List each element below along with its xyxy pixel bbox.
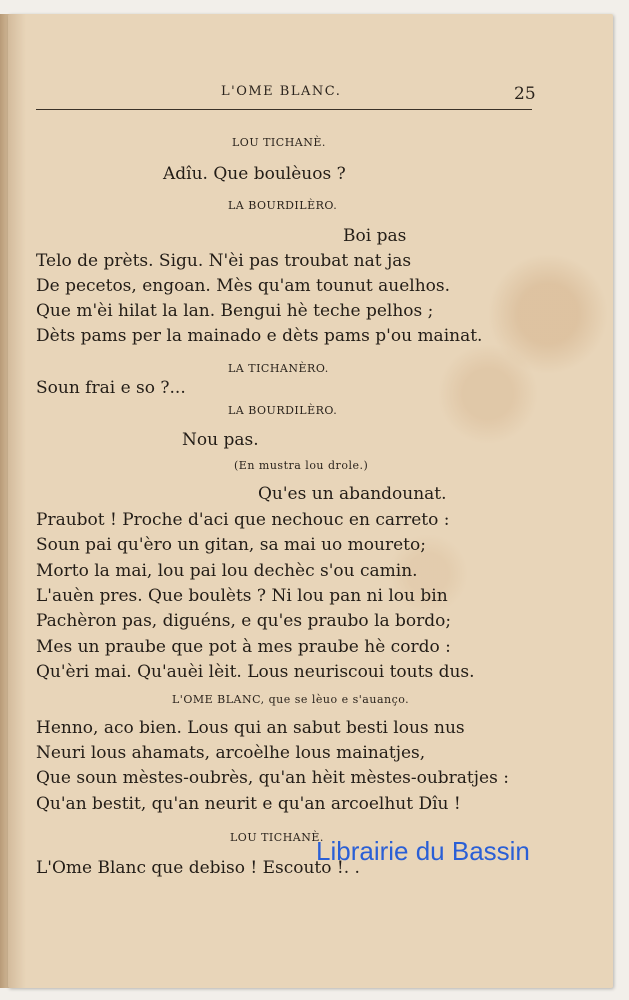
header-rule (36, 109, 532, 110)
speaker-label: LOU TICHANÈ. (232, 136, 326, 149)
verse-line: Que soun mèstes-oubrès, qu'an hèit mèstes-oubratjes : (36, 768, 509, 788)
verse-line: Telo de prèts. Sigu. N'èi pas troubat nat jas (36, 251, 412, 271)
verse-line: Morto la mai, lou pai lou dechèc s'ou camin. (36, 561, 418, 581)
verse-line: Adîu. Que boulèuos ? (163, 164, 346, 184)
speaker-label: L'OME BLANC, que se lèuo e s'auanço. (172, 693, 410, 706)
speaker-label: LA TICHANÈRO. (228, 362, 329, 375)
verse-line: Soun frai e so ?... (36, 378, 186, 398)
verse-line: Nou pas. (182, 430, 259, 450)
verse-line: Qu'es un abandounat. (258, 484, 447, 504)
speaker-label: LOU TICHANÈ. (230, 831, 324, 844)
verse-line: L'Ome Blanc que debiso ! Escouto !. . (36, 858, 360, 878)
verse-line: Henno, aco bien. Lous qui an sabut besti lous nus (36, 718, 465, 738)
running-title: L'OME BLANC. (221, 84, 342, 99)
verse-line: De pecetos, engoan. Mès qu'am tounut auelhos. (36, 276, 451, 296)
verse-line: Boi pas (343, 226, 407, 246)
watermark: Librairie du Bassin (316, 836, 530, 866)
verse-line: Neuri lous ahamats, arcoèlhe lous mainatjes, (36, 743, 426, 763)
verse-line: Qu'èri mai. Qu'auèi lèit. Lous neuriscoui touts dus. (36, 662, 475, 682)
verse-line: Praubot ! Proche d'aci que nechouc en carreto : (36, 510, 450, 530)
page-number: 25 (514, 84, 536, 104)
verse-line: Pachèron pas, diguéns, e qu'es praubo la bordo; (36, 611, 452, 631)
verse-line: Soun pai qu'èro un gitan, sa mai uo moureto; (36, 535, 426, 555)
speaker-label: LA BOURDILÈRO. (228, 404, 338, 417)
verse-line: L'auèn pres. Que boulèts ? Ni lou pan ni lou bin (36, 586, 448, 606)
verse-line: Mes un praube que pot à mes praube hè cordo : (36, 637, 451, 657)
verse-line: Qu'an bestit, qu'an neurit e qu'an arcoelhut Dîu ! (36, 794, 461, 814)
speaker-label: LA BOURDILÈRO. (228, 199, 338, 212)
verse-line: Dèts pams per la mainado e dèts pams p'ou mainat. (36, 326, 483, 346)
stage-direction: (En mustra lou drole.) (234, 459, 369, 472)
verse-line: Que m'èi hilat la lan. Bengui hè teche pelhos ; (36, 301, 434, 321)
